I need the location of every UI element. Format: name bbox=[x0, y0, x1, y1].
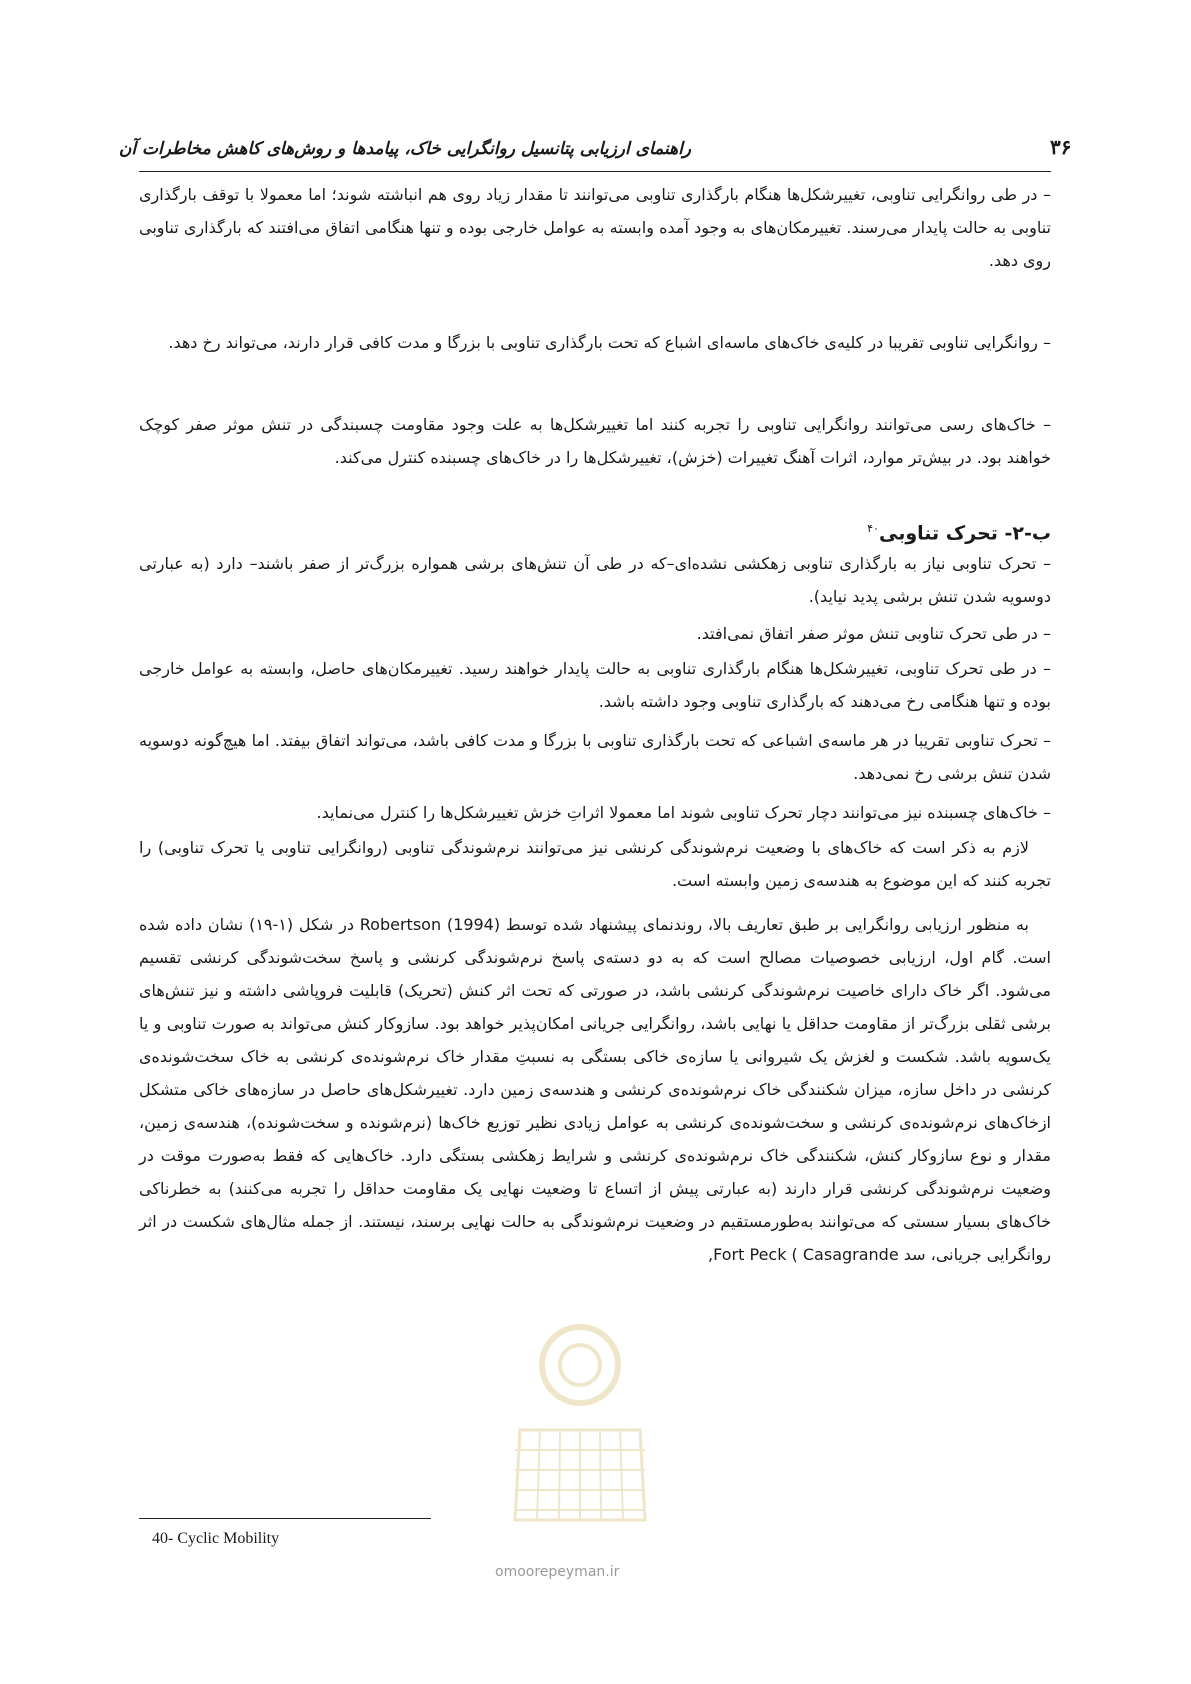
note-paragraph: لازم به ذکر است که خاک‌های با وضعیت نرم‌شوندگی کرنشی نیز می‌توانند نرم‌شوندگی تناوبی (روانگرایی تناوبی یا تحرک تناوبی) را تجربه کنند که این موضوع به هندسه‌ی زمین وابسته است. bbox=[139, 838, 1051, 890]
section-heading bbox=[867, 522, 1051, 544]
footnote-ref: ۴۰ bbox=[867, 522, 879, 535]
bullet-zero-effective-stress: – در طی تحرک تناوبی تنش موثر صفر اتفاق نمی‌افتد. bbox=[696, 624, 1051, 643]
section-heading-text: ب-۲- تحرک تناوبی bbox=[878, 522, 1051, 545]
bullet-cyclic-liquefaction-sands: – روانگرایی تناوبی تقریبا در کلیه‌ی خاک‌های ماسه‌ای اشباع که تحت بارگذاری تناوبی با بزرگا و مدت کافی قرار دارند، می‌تواند رخ دهد. bbox=[168, 333, 1051, 352]
page-number: ۳۶ bbox=[1050, 135, 1072, 159]
watermark-logo bbox=[495, 1320, 665, 1550]
main-paragraph: به منظور ارزیابی روانگرایی بر طبق تعاریف بالا، روندنمای پیشنهاد شده توسط Robertson (1994) در شکل (۱-۱۹) نشان داده شده است. گام اول، ارزیابی خصوصیات مصالح است که به دو دسته‌ی پاسخ نرم‌شوندگی کرنشی و پاسخ سخت‌شوندگی کرنشی تقسیم می‌شود. اگر خاک دارای خاصیت نرم‌شوندگی کرنشی باشد، در صورتی که تحت اثر کنش (تحریک) قابلیت فروپاشی داشته و نیز تنش‌های برشی ثقلی بزرگ‌تر از مقاومت حداقل یا نهایی باشد، روانگرایی جریانی امکان‌پذیر خواهد بود. سازوکار کنش می‌تواند به صورت تناوبی و یا یک‌سویه باشد. شکست و لغزش یک شیروانی یا سازه‌ی خاکی بستگی به نسبتِ مقدار خاک نرم‌شونده‌ی کرنشی به خاک سخت‌شونده‌ی کرنشی در داخل سازه، میزان شکنندگی خاک نرم‌شونده‌ی کرنشی و هندسه‌ی زمین دارد. تغییرشکل‌های حاصل در سازه‌های خاکی متشکل ازخاک‌های نرم‌شونده‌ی کرنشی و سخت‌شونده‌ی کرنشی به عوامل زیادی نظیر توزیع خاک‌ها (نرم‌شونده و سخت‌شونده)، هندسه‌ی زمین، مقدار و نوع سازوکار کنش، شکنندگی خاک نرم‌شونده‌ی کرنشی و شرایط زهکشی بستگی دارد. خاک‌هایی که فقط به‌صورت موقت در وضعیت نرم‌شوندگی کرنشی قرار دارند (به عبارتی پیش از اتساع تا وضعیت نهایی یک مقاومت حداقل را تجربه می‌کنند) به خطرناکی خاک‌های بسیار سستی که می‌توانند به‌طور‌مستقیم در وضعیت نرم‌شوندگی به حالت نهایی برسند، نیستند. از جمله مثال‌های شکست در اثر روانگرایی جریانی، سد Fort Peck ( Casagrande, bbox=[139, 915, 1051, 1264]
bullet-cohesive-soils: – خاک‌های چسبنده نیز می‌توانند دچار تحرک تناوبی شوند اما معمولا اثراتِ خزش تغییرشکل‌ها را کنترل می‌نماید. bbox=[316, 803, 1051, 822]
header-rule bbox=[139, 171, 1051, 172]
bullet-mobility-sands: – تحرک تناوبی تقریبا در هر ماسه‌ی اشباعی که تحت بارگذاری تناوبی با بزرگا و مدت کافی باشد، می‌تواند اتفاق بیفتد. اما هیچ‌گونه دوسویه شدن تنش برشی رخ نمی‌دهد. bbox=[139, 731, 1051, 783]
bullet-cyclic-liquefaction-deformation: – در طی روانگرایی تناوبی، تغییرشکل‌ها هنگام بارگذاری تناوبی می‌توانند تا مقدار زیاد روی هم انباشته شوند؛ اما معمولا با توقف بارگذاری تناوبی به حالت پایدار می‌رسند. تغییرمکان‌های به وجود آمده وابسته به عوامل خارجی بوده و تنها هنگامی اتفاق می‌افتند که بارگذاری تناوبی روی دهد. bbox=[139, 185, 1051, 270]
bullet-clay-soils: – خاک‌های رسی می‌توانند روانگرایی تناوبی را تجربه کنند اما تغییرشکل‌ها به علت وجود مقاومت چسبندگی در تنش موثر صفر کوچک خواهند بود. در بیش‌تر موارد، اثرات آهنگ تغییرات (خزش)، تغییرشکل‌ها را در خاک‌های چسبنده کنترل می‌کند. bbox=[139, 415, 1051, 467]
running-header-title: راهنمای ارزیابی پتانسیل روانگرایی خاک، پیامدها و روش‌های کاهش مخاطرات آن bbox=[118, 139, 691, 159]
watermark-site: omoorepeyman.ir bbox=[495, 1564, 620, 1580]
footnote-rule bbox=[139, 1518, 431, 1519]
bullet-mobility-deformation: – در طی تحرک تناوبی، تغییرشکل‌ها هنگام بارگذاری تناوبی به حالت پایدار خواهند رسید. تغییرمکان‌های حاصل، وابسته به عوامل خارجی بوده و تنها هنگامی رخ می‌دهند که بارگذاری تناوبی وجود داشته باشد. bbox=[139, 659, 1051, 711]
bullet-mobility-requirement: – تحرک تناوبی نیاز به بارگذاری تناوبی زهکشی نشده‌ای–که در طی آن تنش‌های برشی همواره بزرگ‌تر از صفر باشند– دارد (به عبارتی دوسویه شدن تنش برشی پدید نیاید). bbox=[139, 554, 1051, 606]
footnote: 40- Cyclic Mobility bbox=[152, 1530, 280, 1547]
